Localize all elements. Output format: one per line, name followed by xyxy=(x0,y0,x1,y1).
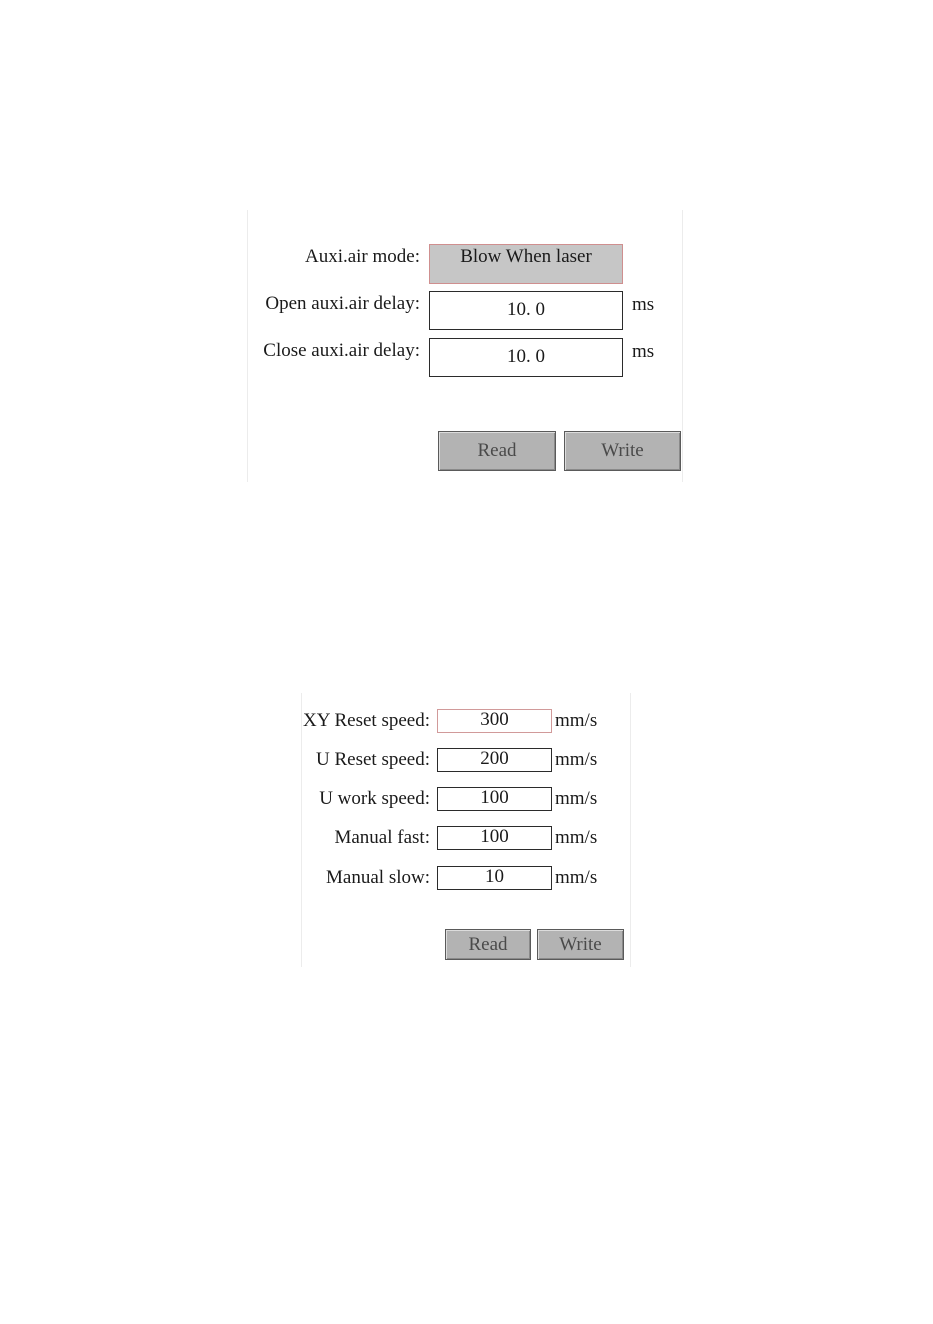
manual-slow-input[interactable]: 10 xyxy=(437,866,552,890)
u-reset-speed-label: U Reset speed: xyxy=(316,749,430,770)
manual-fast-input[interactable]: 100 xyxy=(437,826,552,850)
manual-fast-label: Manual fast: xyxy=(334,827,430,848)
manual-slow-label: Manual slow: xyxy=(326,867,430,888)
u-reset-speed-unit: mm/s xyxy=(555,749,598,770)
xy-reset-speed-input[interactable]: 300 xyxy=(437,709,552,733)
xy-reset-speed-label: XY Reset speed: xyxy=(303,710,430,731)
write-button[interactable]: Write xyxy=(537,929,624,960)
close-delay-label: Close auxi.air delay: xyxy=(263,340,420,361)
open-delay-unit: ms xyxy=(632,294,655,315)
manual-slow-unit: mm/s xyxy=(555,867,598,888)
open-delay-label: Open auxi.air delay: xyxy=(265,293,420,314)
write-button[interactable]: Write xyxy=(564,431,681,471)
auxi-air-mode-label: Auxi.air mode: xyxy=(304,246,420,267)
auxi-air-mode-select[interactable]: Blow When laser xyxy=(429,244,623,284)
u-work-speed-unit: mm/s xyxy=(555,788,598,809)
read-button[interactable]: Read xyxy=(438,431,556,471)
manual-fast-unit: mm/s xyxy=(555,827,598,848)
speed-panel xyxy=(301,693,631,967)
u-work-speed-input[interactable]: 100 xyxy=(437,787,552,811)
close-delay-unit: ms xyxy=(632,341,655,362)
auxi-air-panel xyxy=(247,210,683,482)
close-delay-input[interactable]: 10. 0 xyxy=(429,338,623,377)
u-reset-speed-input[interactable]: 200 xyxy=(437,748,552,772)
open-delay-input[interactable]: 10. 0 xyxy=(429,291,623,330)
u-work-speed-label: U work speed: xyxy=(319,788,430,809)
read-button[interactable]: Read xyxy=(445,929,531,960)
xy-reset-speed-unit: mm/s xyxy=(555,710,598,731)
